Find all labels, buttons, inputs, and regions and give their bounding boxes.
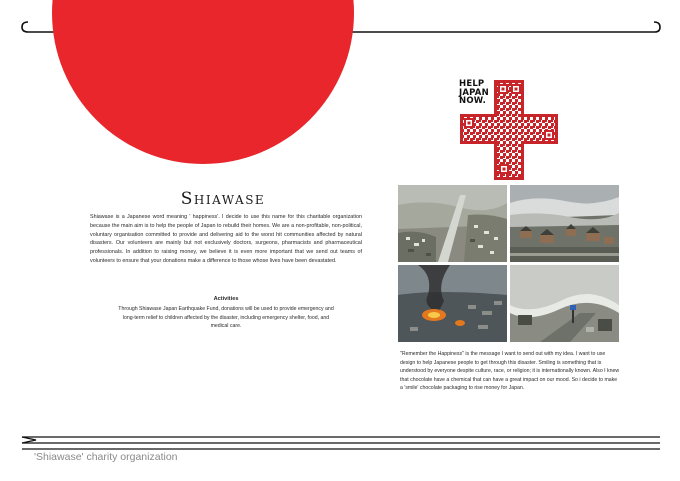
badge-line: JAPAN [459,87,489,98]
disaster-photo-collage [398,185,619,341]
badge-line: HELP [459,79,485,89]
quote-paragraph: "Remember the Happiness" is the message I want to send out with my idea. I want to use design to help Japanese people to get through this disaster. Smiling is something that is understood by everyone despite culture, race, or religion; it is internationally known. Also I knew that chocolate have a chemical that can have a great impact on our mood. So i decide to make a 'smile' chocolate packaging to rise money for Japan. [400,351,620,392]
help-japan-now-text [459,80,495,106]
badge-line: NOW. [459,96,487,107]
photo-fire-flood [398,265,507,342]
footer-caption: 'Shiawase' charity organization [34,451,178,463]
activities-heading: Activities [213,296,239,302]
activities-body: Through Shiawase Japan Earthquake Fund, donations will be used to provide emergency and long-term relief to children affected by the disaster, including emergency shelter, food, and medical care. [118,306,334,329]
photo-flooded-town [398,185,507,262]
intro-paragraph: Shiawase is a Japanese word meaning ' happiness'. I decide to use this name for this charitable organization because the main aim is to help the people of Japan to rebuild their homes. We are a non-profitable, non-political, voluntary organisation committed to provide and delivering aid to the worst hit communities affected by natural disasters. Our volunteers are mainly but not exclusively doctors, surgeons, pharmacists and pharmaceutical professionals. In addition to raising money, we believe it is even more important that we send out teams of volunteers to ensure that your donations make a difference to those whose lives have been devastated. [90,214,362,264]
page-title: Shiawase [180,189,266,209]
red-sun-circle [52,0,354,164]
photo-street-wave [510,265,619,342]
photo-tsunami-wave [510,185,619,262]
